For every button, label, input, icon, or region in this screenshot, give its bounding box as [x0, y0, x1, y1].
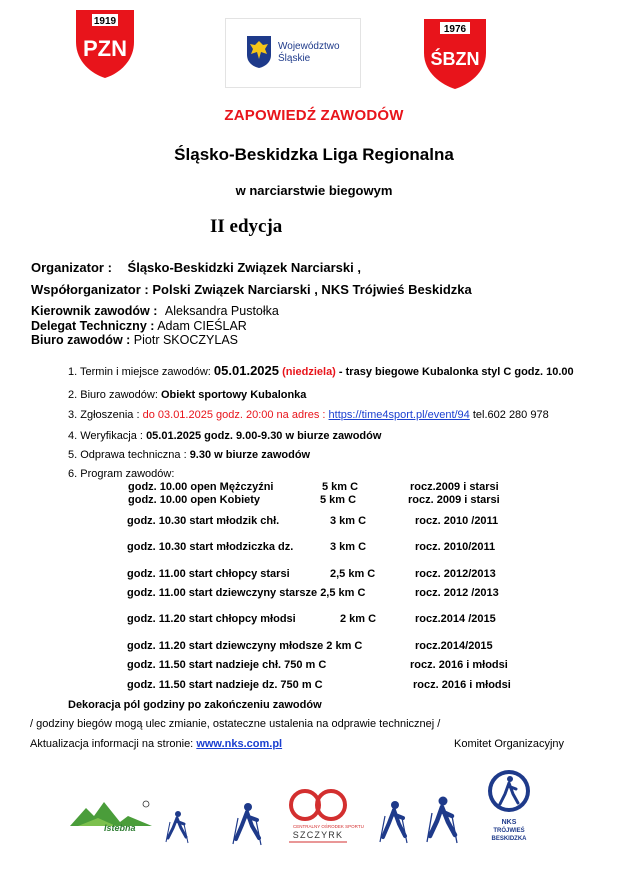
league-title: Śląsko-Beskidzka Liga Regionalna — [174, 145, 454, 164]
item1-day: (niedziela) — [282, 366, 336, 378]
skier-icon — [424, 796, 460, 844]
item3-deadline: do 03.01.2025 godz. 20:00 na adres : — [142, 409, 326, 421]
cos-label: CENTRALNY OŚRODEK SPORTU — [293, 824, 364, 829]
program-time: godz. 10.30 start młodziczka dz. — [127, 541, 294, 553]
item3-tel: tel.602 280 978 — [472, 409, 549, 421]
program-time: godz. 11.00 start dziewczyny starsze 2,5 km C — [127, 587, 366, 599]
registration-link[interactable]: https://time4sport.pl/event/94 — [328, 409, 470, 421]
item-office — [68, 388, 306, 402]
wojewodztwo-logo — [225, 18, 361, 88]
program-time: godz. 11.50 start nadzieje dz. 750 m C — [127, 679, 323, 691]
sbzn-letters: ŚBZN — [430, 49, 480, 69]
coorganizer-label: Współorganizator : — [31, 282, 149, 297]
cos-town: SZCZYRK — [292, 830, 344, 840]
program-distance: 3 km C — [330, 515, 367, 527]
committee-signature: Komitet Organizacyjny — [454, 738, 565, 750]
program-row — [127, 679, 323, 691]
director-line — [31, 304, 279, 318]
delegate-line — [31, 319, 247, 333]
program-row — [127, 541, 293, 553]
program-row — [127, 568, 290, 580]
istebna-label: Istebna — [104, 823, 136, 833]
program-time: godz. 10.30 start młodzik chł. — [127, 515, 280, 527]
pzn-year: 1919 — [93, 16, 117, 27]
program-distance: 5 km C — [322, 481, 359, 493]
item2-value: Obiekt sportowy Kubalonka — [160, 389, 307, 401]
program-row — [127, 613, 296, 625]
program-category: rocz. 2012 /2013 — [415, 587, 499, 599]
nks-line2: TRÓJWIEŚ — [493, 828, 525, 834]
program-time: godz. 11.50 start nadzieje chł. 750 m C — [127, 659, 327, 671]
item-briefing — [68, 448, 310, 462]
item1-prefix: 1. Termin i miejsce zawodów: — [68, 366, 211, 378]
office-value: Piotr SKOCZYLAS — [133, 333, 238, 347]
item4-value: 05.01.2025 godz. 9.00-9.30 w biurze zawodów — [146, 430, 382, 442]
nks-line1: NKS — [501, 819, 517, 826]
program-category: rocz. 2010/2011 — [415, 541, 496, 553]
eagle-crest-icon — [246, 35, 272, 69]
edition-title: II edycja — [210, 216, 283, 237]
program-row — [128, 494, 260, 506]
skier-icon — [378, 800, 410, 844]
program-time: godz. 11.00 start chłopcy starsi — [127, 568, 290, 580]
woj-line2: Śląskie — [278, 53, 311, 64]
program-category: rocz. 2016 i młodsi — [413, 679, 511, 691]
item5-value: 9.30 w biurze zawodów — [189, 449, 311, 461]
director-label: Kierownik zawodów : — [31, 304, 158, 318]
item6-prefix: 6. Program zawodów: — [68, 468, 175, 480]
pzn-logo — [74, 8, 136, 80]
coorganizer-line — [31, 282, 472, 297]
item-program — [68, 467, 174, 481]
cos-szczyrk-logo — [283, 787, 364, 849]
announcement-title: ZAPOWIEDŹ ZAWODÓW — [224, 107, 404, 124]
schedule-note: / godziny biegów mogą ulec zmianie, ostateczne ustalenia na odprawie technicznej / — [30, 718, 441, 730]
item-registration — [68, 408, 549, 422]
coorganizer-value: Polski Związek Narciarski , NKS Trójwieś Beskidzka — [152, 282, 472, 297]
item3-prefix: 3. Zgłoszenia : — [68, 409, 140, 421]
program-category: rocz.2014/2015 — [415, 640, 493, 652]
program-time: godz. 11.20 start chłopcy młodsi — [127, 613, 296, 625]
organizer-value: Śląsko-Beskidzki Związek Narciarski , — [127, 260, 361, 275]
item4-prefix: 4. Weryfikacja : — [68, 430, 143, 442]
update-line — [30, 738, 282, 750]
discipline-subtitle: w narciarstwie biegowym — [235, 183, 393, 198]
item2-prefix: 2. Biuro zawodów: — [68, 389, 158, 401]
office-line — [31, 333, 238, 347]
delegate-value: Adam CIEŚLAR — [157, 319, 247, 333]
office-label: Biuro zawodów : — [31, 333, 131, 347]
program-row — [127, 659, 326, 671]
item1-date: 05.01.2025 — [213, 363, 279, 378]
item-date-place — [68, 364, 574, 379]
program-time: godz. 10.00 open Kobiety — [128, 494, 261, 506]
item1-rest: - trasy biegowe Kubalonka styl C godz. 10.00 — [338, 366, 574, 378]
program-distance: 2,5 km C — [330, 568, 376, 580]
program-category: rocz.2014 /2015 — [415, 613, 496, 625]
program-category: rocz. 2009 i starsi — [408, 494, 500, 506]
program-category: rocz. 2010 /2011 — [415, 515, 499, 527]
program-category: rocz. 2016 i młodsi — [410, 659, 508, 671]
item-verification — [68, 429, 381, 443]
sbzn-year: 1976 — [443, 24, 467, 35]
website-link[interactable]: www.nks.com.pl — [196, 738, 283, 750]
pzn-letters: PZN — [83, 36, 127, 61]
program-row — [127, 515, 279, 527]
update-label: Aktualizacja informacji na stronie: — [30, 738, 194, 750]
istebna-logo — [68, 796, 154, 832]
decoration-note: Dekoracja pól godziny po zakończeniu zawodów — [68, 699, 322, 711]
skier-icon — [164, 810, 190, 844]
item5-prefix: 5. Odprawa techniczna : — [68, 449, 187, 461]
nks-trojwies-logo — [486, 768, 532, 850]
skier-icon — [230, 802, 264, 846]
program-distance: 2 km C — [340, 613, 377, 625]
program-time: godz. 10.00 open Mężczyźni — [128, 481, 274, 493]
program-category: rocz.2009 i starsi — [410, 481, 499, 493]
organizer-line — [31, 260, 361, 275]
delegate-label: Delegat Techniczny : — [31, 319, 155, 333]
program-time: godz. 11.20 start dziewczyny młodsze 2 km C — [127, 640, 363, 652]
sbzn-logo — [422, 17, 488, 91]
program-row — [127, 640, 362, 652]
organizer-label: Organizator : — [31, 260, 112, 275]
program-row — [127, 587, 365, 599]
director-value: Aleksandra Pustołka — [164, 304, 279, 318]
program-category: rocz. 2012/2013 — [415, 568, 496, 580]
nks-line3: BESKIDZKA — [491, 836, 527, 842]
program-distance: 5 km C — [320, 494, 357, 506]
woj-line1: Województwo — [278, 41, 340, 52]
program-distance: 3 km C — [330, 541, 367, 553]
program-row — [128, 481, 273, 493]
